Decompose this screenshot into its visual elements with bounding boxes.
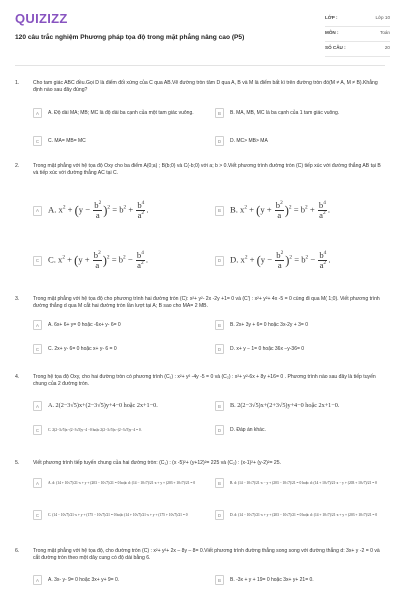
- option-letter: A: [33, 206, 42, 216]
- option-text: C. (14 − 10√7)/21·x + y + (175 − 10√7)/21 = 0 hoặc (14 + 10√7)/21·x + y + (175 + 10√7)/21 = 0: [48, 512, 188, 517]
- option-a[interactable]: [33, 108, 208, 118]
- option-c[interactable]: [33, 344, 208, 354]
- option-text: D. MC> MB> MA: [230, 137, 268, 144]
- option-letter: B: [215, 320, 224, 330]
- option-c[interactable]: [33, 425, 213, 435]
- option-text: A. 3x- y- 9= 0 hoặc 3x+ y+ 9= 0.: [48, 576, 120, 583]
- meta-value: 20: [384, 45, 390, 50]
- header-divider: [15, 65, 385, 66]
- question-number: 4.: [15, 374, 20, 380]
- option-letter: C: [33, 344, 42, 354]
- option-letter: B: [215, 478, 224, 488]
- option-text: D. Đáp án khác.: [230, 426, 266, 433]
- option-letter: A: [33, 108, 42, 118]
- option-letter: B: [215, 401, 224, 411]
- option-b[interactable]: [215, 108, 385, 118]
- question-6: [15, 548, 385, 596]
- option-formula: D. $x^2 + (y$ − $\frac{b^2}{a}$ )$^2 = b^2$ − $\frac{b^4}{a^2}$ .: [230, 250, 331, 271]
- option-text: C. 2x+ y- 6= 0 hoặc x+ y- 6 = 0: [48, 345, 117, 352]
- option-formula: C. $x^2 + (y$ + $\frac{b^2}{a}$ )$^2 = b^2$ − $\frac{b^4}{a^2}$ .: [48, 250, 149, 271]
- option-a[interactable]: [33, 401, 213, 411]
- option-text: B. 2x+ 3y + 6= 0 hoặc 3x-2y + 3= 0: [230, 321, 308, 328]
- document-title: 120 câu trắc nghiệm Phương pháp tọa độ trong mặt phẳng nâng cao (P5): [15, 34, 245, 41]
- option-text: A. Độ dài MA; MB; MC là độ dài ba cạnh của một tam giác vuông.: [48, 109, 194, 116]
- question-text: Cho tam giác ABC đều.Gọi D là điểm đối xứng của C qua AB.Vẽ đường tròn tâm D qua A, B và M là điểm bất kì trên đường tròn đó(M ≠ A, M ≠ B).Khẳng định nào sau đây đúng?: [33, 80, 378, 93]
- option-text: B. MA, MB, MC là ba cạnh của 1 tam giác vuông.: [230, 109, 340, 116]
- option-b[interactable]: [215, 201, 385, 220]
- option-d[interactable]: [215, 510, 387, 520]
- question-text: Trong mặt phẳng với hệ tọa độ cho phương trình hai đường tròn (C): x²+ y²- 2x -2y +1= 0 và (C') : x²+ y²+ 4x -5 = 0 cùng đi qua M( 1;0). Viết phương trình đường thẳng d qua M cắt hai đường tròn lần lượt tại A; B sao cho MA= 2 MB.: [33, 296, 380, 309]
- option-b[interactable]: [215, 320, 385, 330]
- option-c[interactable]: [33, 136, 208, 146]
- question-number: 3.: [15, 296, 20, 302]
- option-letter: D: [215, 425, 224, 435]
- option-a[interactable]: [33, 320, 208, 330]
- option-formula: A. $x^2 + (y$ − $\frac{b^2}{a}$ )$^2 = b^2$ + $\frac{b^4}{a^2}$ .: [48, 200, 149, 221]
- question-number: 5.: [15, 460, 20, 466]
- option-letter: A: [33, 320, 42, 330]
- option-text: A. 2(2−3√5)x+(2−3√5)y+4−0 hoặc 2x+1−0.: [48, 401, 158, 409]
- option-d[interactable]: [215, 425, 385, 435]
- option-text: B. d: (14 − 10√7)/21·x − y + (203 − 10√7)/21 = 0 hoặc d: (14 + 10√7)/21·x − y + (203 + 10√7)/21 = 0: [230, 480, 377, 485]
- option-c[interactable]: [33, 510, 211, 520]
- option-letter: C: [33, 256, 42, 266]
- option-formula: B. $x^2 + (y$ + $\frac{b^2}{a}$ )$^2 = b^2$ + $\frac{b^4}{a^2}$ .: [230, 200, 331, 221]
- option-letter: D: [215, 256, 224, 266]
- option-letter: A: [33, 401, 42, 411]
- page-header: [0, 0, 400, 60]
- option-letter: C: [33, 425, 42, 435]
- quizizz-logo: QUIZIZZ: [15, 11, 68, 26]
- question-text: Trong hệ tọa độ Oxy, cho hai đường tròn có phương trình (C₁) : x²+ y² -4y -5 = 0 và (C₂) : x²+ y²-6x + 8y +16= 0 . Phương trình nào sau đây là tiếp tuyến chung của 2 đường tròn.: [33, 374, 376, 387]
- question-5: [15, 460, 385, 540]
- option-letter: D: [215, 136, 224, 146]
- meta-table: [325, 12, 390, 57]
- option-d[interactable]: [215, 344, 385, 354]
- option-b[interactable]: [215, 478, 387, 488]
- meta-row-count: [325, 42, 390, 57]
- question-1: [15, 80, 385, 155]
- option-text: B. -3x + y + 19= 0 hoặc 3x+ y+ 21= 0.: [230, 576, 314, 583]
- meta-value: Toán: [380, 30, 390, 35]
- option-letter: B: [215, 108, 224, 118]
- option-d[interactable]: [215, 251, 385, 270]
- option-b[interactable]: [215, 575, 385, 585]
- option-text: C. 2(2−3√5)x−(2−3√5)y−4 −0 hoặc 2(2−3√5)x−(2−3√5)y−4 = 0.: [48, 427, 142, 432]
- option-c[interactable]: [33, 251, 213, 270]
- question-text: Viết phương trình tiếp tuyến chung của hai đường tròn: (C₁) : (x -5)²+ (y+12)²= 225 và (C₂) : (x-1)²+ (y-2)²= 25.: [33, 460, 281, 466]
- option-letter: B: [215, 206, 224, 216]
- option-letter: A: [33, 575, 42, 585]
- meta-value: Lớp 10: [375, 15, 390, 20]
- question-4: [15, 374, 385, 446]
- option-letter: C: [33, 136, 42, 146]
- option-a[interactable]: [33, 201, 213, 220]
- meta-row-subject: [325, 27, 390, 42]
- meta-label: SỐ CÂU :: [325, 45, 346, 50]
- option-letter: B: [215, 575, 224, 585]
- meta-row-class: [325, 12, 390, 27]
- question-number: 2.: [15, 163, 20, 169]
- question-number: 1.: [15, 80, 20, 86]
- option-d[interactable]: [215, 136, 385, 146]
- option-letter: D: [215, 510, 224, 520]
- question-2: [15, 163, 385, 288]
- question-text: Trong mặt phẳng với hệ tọa độ Oxy cho ba điểm A(0;a) ; B(b;0) và C(-b;0) với a; b > 0.Viết phương trình đường tròn (C) tiếp xúc với đường thẳng AB tại B và tiếp xúc với đường thẳng AC tại C.: [33, 163, 381, 176]
- option-text: A. d: (14 + 10√7)/21·x + y + (203 − 10√7)/21 = 0 hoặc d: (14 − 10√7)/21·x + y + (203 + 10√7)/21 = 0: [48, 480, 196, 485]
- meta-label: MÔN :: [325, 30, 339, 35]
- option-a[interactable]: [33, 575, 208, 585]
- option-text: C. MA= MB= MC: [48, 137, 86, 144]
- question-3: [15, 296, 385, 366]
- option-letter: D: [215, 344, 224, 354]
- question-number: 6.: [15, 548, 20, 554]
- option-text: D. x+ y − 1= 0 hoặc 36x −y-36= 0: [230, 345, 305, 352]
- option-text: A. 6x+ 6+ y= 0 hoặc -6x+ y- 6= 0: [48, 321, 121, 328]
- option-letter: C: [33, 510, 42, 520]
- option-text: D. d: (14 − 10√7)/21·x + y + (203 − 10√7)/21 = 0 hoặc d: (14 + 10√7)/21·x + y + (203 + 10√7)/21 = 0: [230, 512, 378, 517]
- meta-label: LỚP :: [325, 15, 338, 20]
- option-letter: A: [33, 478, 42, 488]
- option-b[interactable]: [215, 401, 387, 411]
- option-a[interactable]: [33, 478, 211, 488]
- option-text: B. 2(2−3√5)x+(2+3√5)y+4−0 hoặc 2x+1−0.: [230, 401, 340, 409]
- question-text: Trong mặt phẳng với hệ tọa độ, cho đường tròn (C) : x²+ y²+ 2x – 8y – 8= 0.Viết phương trình đường thẳng song song với đường thẳng d: 3x+ y -2 = 0 và cắt đường tròn theo một dây cung có độ dài bằng 6.: [33, 548, 380, 561]
